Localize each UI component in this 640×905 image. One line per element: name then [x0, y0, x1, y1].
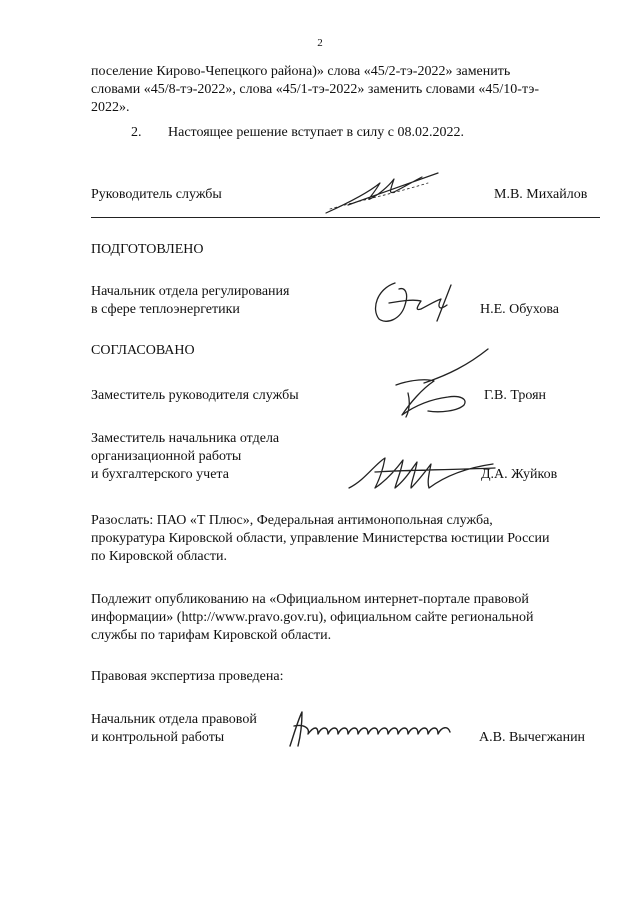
item-number: 2. [131, 125, 142, 140]
prepared-heading: ПОДГОТОВЛЕНО [91, 242, 204, 257]
item-text: Настоящее решение вступает в силу с 08.02.2022. [168, 125, 464, 140]
deputy-chief-role: и бухгалтерского учета [91, 467, 229, 482]
legal-role: и контрольной работы [91, 730, 225, 745]
publication-line: информации» (http://www.pravo.gov.ru), официальном сайте региональной [91, 610, 534, 625]
prepared-role: Начальник отдела регулирования [91, 284, 290, 299]
legal-note: Правовая экспертиза проведена: [91, 669, 284, 684]
agreed-heading: СОГЛАСОВАНО [91, 343, 195, 358]
distribution-line: по Кировской области. [91, 549, 227, 564]
zhuykov-signature [345, 450, 500, 495]
head-title: Руководитель службы [91, 187, 222, 202]
prepared-name: Н.Е. Обухова [480, 302, 559, 317]
intro-line: 2022». [91, 100, 130, 115]
publication-line: службы по тарифам Кировской области. [91, 628, 332, 643]
legal-role: Начальник отдела правовой [91, 712, 257, 727]
head-signature [318, 165, 448, 220]
prepared-role: в сфере теплоэнергетики [91, 302, 240, 317]
deputy-chief-name: Д.А. Жуйков [481, 467, 558, 482]
deputy-chief-role: Заместитель начальника отдела [91, 431, 280, 446]
distribution-line: прокуратура Кировской области, управление Министерства юстиции России [91, 531, 550, 546]
obukhova-signature [365, 275, 465, 327]
intro-line: словами «45/8-тэ-2022», слова «45/1-тэ-2022» заменить словами «45/10-тэ- [91, 82, 540, 97]
troyan-signature [388, 345, 498, 425]
publication-line: Подлежит опубликованию на «Официальном интернет-портале правовой [91, 592, 529, 607]
vychegzhanin-signature [284, 708, 469, 750]
deputy-head-role: Заместитель руководителя службы [91, 388, 299, 403]
deputy-chief-role: организационной работы [91, 449, 242, 464]
intro-line: поселение Кирово-Чепецкого района)» слова «45/2-тэ-2022» заменить [91, 64, 511, 79]
divider [91, 217, 600, 218]
deputy-head-name: Г.В. Троян [484, 388, 547, 403]
head-name: М.В. Михайлов [494, 187, 588, 202]
legal-name: А.В. Вычегжанин [479, 730, 586, 745]
distribution-line: Разослать: ПАО «Т Плюс», Федеральная антимонопольная служба, [91, 513, 493, 528]
page-number: 2 [317, 37, 323, 49]
